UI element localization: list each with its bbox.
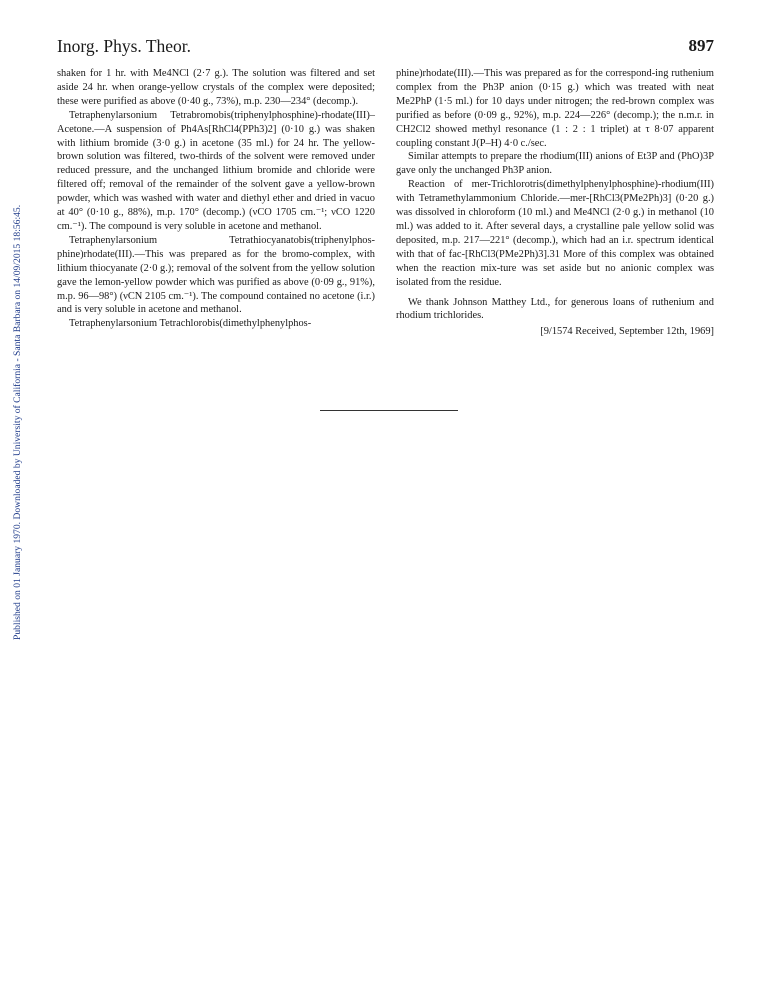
watermark-text: Published on 01 January 1970. Downloaded by University of California - Santa Barbara on 14/09/2015 18:56:45.: [12, 204, 23, 640]
paragraph: Tetraphenylarsonium Tetrabromobis(triphenylphosphine)-rhodate(III)–Acetone.—A suspension of Ph4As[RhCl4(PPh3)2] (0·10 g.) was shaken with lithium bromide (3·0 g.) in acetone (35 ml.) for 24 hr. The yellow-brown solution was filtered, two-thirds of the solvent were removed under reduced pressure, and the unchanged lithium bromide and chloride were filtered off; removal of the remainder of the solvent gave a yellow-brown powder, which was washed with water and diethyl ether and dried in vacuo at 40° (0·10 g., 88%), m.p. 170° (decomp.) (νCO 1705 cm.⁻¹; νCO 1220 cm.⁻¹). The compound is very soluble in acetone and methanol.: [57, 109, 375, 232]
journal-title: Inorg. Phys. Theor.: [57, 36, 192, 56]
paragraph: Tetraphenylarsonium Tetrachlorobis(dimethylphenylphos-: [69, 318, 312, 330]
paragraph: shaken for 1 hr. with Me4NCl (2·7 g.). The solution was filtered and set aside 24 hr. when orange-yellow crystals of the complex were deposited; these were purified as above (0·40 g., 73%), m.p. 230—234° (decomp.).: [57, 68, 375, 107]
paragraph: phine)rhodate(III).—This was prepared as for the correspond-ing ruthenium complex from the Ph3P anion (0·15 g.) which was treated with neat Me2PhP (1·5 ml.) for 10 days under nitrogen; the red-brown complex was purified as before (0·09 g., 92%), m.p. 224—226° (decomp.); the n.m.r. in CH2Cl2 showed methyl resonance (1 : 2 : 1 triplet) at τ 8·07 apparent coupling constant J(P–H) 4·0 c./sec.: [396, 68, 714, 149]
right-column: [396, 67, 714, 339]
acknowledgement: We thank Johnson Matthey Ltd., for generous loans of ruthenium and rhodium trichlorides.: [396, 296, 714, 322]
end-rule: [320, 410, 458, 411]
download-watermark: [0, 0, 22, 988]
page-number: 897: [688, 36, 714, 55]
left-column: [57, 67, 375, 331]
paragraph: Reaction of mer-Trichlorotris(dimethylphenylphosphine)-rhodium(III) with Tetramethylammonium Chloride.—mer-[RhCl3(PMe2Ph)3] (0·20 g.) was dissolved in chloroform (10 ml.) and Me4NCl (2·0 g.) in methanol (10 ml.) was added to it. After several days, a crystalline pale yellow solid was deposited, m.p. 217—221° (decomp.), which had an i.r. spectrum identical with that of fac-[RhCl3(PMe2Ph)3].31 More of this complex was obtained when the reaction mix-ture was set aside but no anionic complex was isolated from the residue.: [396, 179, 714, 288]
received-reference: [9/1574 Received, September 12th, 1969]: [540, 326, 714, 338]
paragraph: Similar attempts to prepare the rhodium(III) anions of Et3P and (PhO)3P gave only the unchanged Ph3P anion.: [396, 151, 714, 177]
paragraph: Tetraphenylarsonium Tetrathiocyanatobis(triphenylphos-phine)rhodate(III).—This was prepared as for the bromo-complex, with lithium thiocyanate (2·0 g.); removal of the solvent from the yellow solution gave the lemon-yellow powder which was purified as above (0·09 g., 91%), m.p. 96—98°) (νCN 2105 cm.⁻¹). The compound contained no acetone (i.r.) and is very soluble in acetone and methanol.: [57, 234, 376, 316]
